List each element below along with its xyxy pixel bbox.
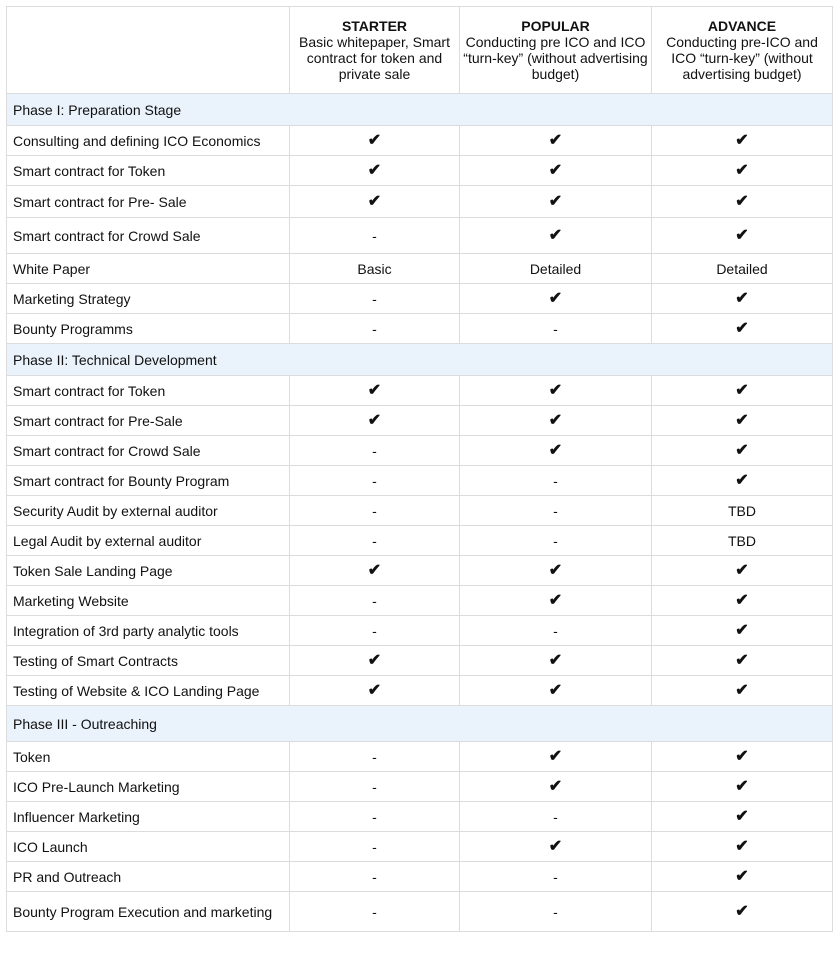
plan-description: Conducting pre ICO and ICO “turn-key” (without advertising budget) bbox=[463, 34, 648, 82]
plan-value-cell bbox=[460, 284, 652, 314]
table-row bbox=[7, 284, 833, 314]
check-icon: ✔ bbox=[367, 193, 382, 210]
check-icon: ✔ bbox=[548, 682, 563, 699]
phase-title: Phase II: Technical Development bbox=[7, 344, 833, 376]
not-included-dash: - bbox=[372, 808, 377, 825]
feature-label: Testing of Website & ICO Landing Page bbox=[7, 676, 290, 706]
plan-value-cell bbox=[460, 862, 652, 892]
not-included-dash: - bbox=[372, 472, 377, 489]
not-included-dash: - bbox=[372, 778, 377, 795]
not-included-dash: - bbox=[553, 532, 558, 549]
plan-value-cell bbox=[460, 254, 652, 284]
not-included-dash: - bbox=[372, 868, 377, 885]
plan-value-cell bbox=[652, 218, 833, 254]
plan-value-cell bbox=[460, 586, 652, 616]
feature-label: Smart contract for Pre-Sale bbox=[7, 406, 290, 436]
feature-label: Token bbox=[7, 742, 290, 772]
plan-value-cell bbox=[290, 586, 460, 616]
not-included-dash: - bbox=[372, 442, 377, 459]
feature-label: Smart contract for Crowd Sale bbox=[7, 436, 290, 466]
table-body bbox=[7, 94, 833, 932]
feature-value: TBD bbox=[728, 532, 756, 549]
check-icon: ✔ bbox=[735, 132, 749, 149]
phase-row bbox=[7, 706, 833, 742]
plan-value-cell bbox=[652, 156, 833, 186]
check-icon: ✔ bbox=[735, 472, 749, 489]
not-included-dash: - bbox=[372, 592, 377, 609]
plan-value-cell bbox=[652, 772, 833, 802]
plan-value-cell bbox=[652, 556, 833, 586]
not-included-dash: - bbox=[372, 502, 377, 519]
table-row bbox=[7, 496, 833, 526]
feature-label: Smart contract for Pre- Sale bbox=[7, 186, 290, 218]
plan-value-cell bbox=[290, 526, 460, 556]
plan-description: Conducting pre-ICO and ICO “turn-key” (without advertising budget) bbox=[666, 34, 818, 82]
feature-column-header bbox=[7, 7, 290, 94]
plan-value-cell bbox=[460, 156, 652, 186]
table-row bbox=[7, 406, 833, 436]
check-icon: ✔ bbox=[735, 227, 749, 244]
check-icon: ✔ bbox=[548, 193, 563, 210]
plan-value-cell bbox=[652, 406, 833, 436]
feature-label: Marketing Strategy bbox=[7, 284, 290, 314]
feature-label: PR and Outreach bbox=[7, 862, 290, 892]
check-icon: ✔ bbox=[735, 622, 749, 639]
plan-value-cell bbox=[460, 406, 652, 436]
check-icon: ✔ bbox=[735, 808, 749, 825]
not-included-dash: - bbox=[553, 808, 558, 825]
check-icon: ✔ bbox=[735, 868, 749, 885]
table-row bbox=[7, 676, 833, 706]
table-row bbox=[7, 556, 833, 586]
plan-value-cell bbox=[460, 676, 652, 706]
not-included-dash: - bbox=[372, 227, 377, 244]
plan-value-cell bbox=[652, 616, 833, 646]
not-included-dash: - bbox=[553, 868, 558, 885]
plan-value-cell bbox=[652, 676, 833, 706]
check-icon: ✔ bbox=[548, 592, 563, 609]
check-icon: ✔ bbox=[548, 838, 563, 855]
plan-value-cell bbox=[290, 186, 460, 218]
phase-title: Phase III - Outreaching bbox=[7, 706, 833, 742]
not-included-dash: - bbox=[553, 472, 558, 489]
check-icon: ✔ bbox=[548, 132, 563, 149]
plan-value-cell bbox=[460, 376, 652, 406]
table-row bbox=[7, 832, 833, 862]
check-icon: ✔ bbox=[548, 442, 563, 459]
check-icon: ✔ bbox=[735, 320, 749, 337]
not-included-dash: - bbox=[553, 502, 558, 519]
check-icon: ✔ bbox=[548, 162, 563, 179]
table-row bbox=[7, 526, 833, 556]
plan-value-cell bbox=[290, 742, 460, 772]
table-row bbox=[7, 586, 833, 616]
plan-value-cell bbox=[652, 802, 833, 832]
not-included-dash: - bbox=[372, 748, 377, 765]
plan-value-cell bbox=[460, 772, 652, 802]
plan-value-cell bbox=[290, 218, 460, 254]
plan-value-cell bbox=[652, 586, 833, 616]
table-row bbox=[7, 772, 833, 802]
plan-value-cell bbox=[460, 466, 652, 496]
feature-label: Bounty Programms bbox=[7, 314, 290, 344]
plan-value-cell bbox=[460, 616, 652, 646]
feature-label: White Paper bbox=[7, 254, 290, 284]
phase-row bbox=[7, 344, 833, 376]
check-icon: ✔ bbox=[735, 838, 749, 855]
plan-value-cell bbox=[652, 436, 833, 466]
check-icon: ✔ bbox=[548, 290, 563, 307]
plan-value-cell bbox=[290, 862, 460, 892]
table-row bbox=[7, 254, 833, 284]
phase-title: Phase I: Preparation Stage bbox=[7, 94, 833, 126]
not-included-dash: - bbox=[372, 903, 377, 920]
plan-value-cell bbox=[290, 284, 460, 314]
plan-value-cell bbox=[460, 646, 652, 676]
not-included-dash: - bbox=[553, 903, 558, 920]
plan-value-cell bbox=[460, 436, 652, 466]
table-row bbox=[7, 892, 833, 932]
plan-value-cell bbox=[652, 284, 833, 314]
plan-value-cell bbox=[460, 314, 652, 344]
plan-header-advance bbox=[652, 7, 833, 94]
check-icon: ✔ bbox=[735, 903, 749, 920]
table-row bbox=[7, 862, 833, 892]
not-included-dash: - bbox=[372, 290, 377, 307]
plan-value-cell bbox=[460, 556, 652, 586]
feature-label: ICO Launch bbox=[7, 832, 290, 862]
check-icon: ✔ bbox=[735, 290, 749, 307]
check-icon: ✔ bbox=[735, 412, 749, 429]
plan-value-cell bbox=[460, 126, 652, 156]
feature-label: Marketing Website bbox=[7, 586, 290, 616]
feature-label: Token Sale Landing Page bbox=[7, 556, 290, 586]
plan-value-cell bbox=[460, 802, 652, 832]
feature-label: Legal Audit by external auditor bbox=[7, 526, 290, 556]
plan-value-cell bbox=[290, 436, 460, 466]
plan-value-cell bbox=[652, 126, 833, 156]
plan-value-cell bbox=[290, 676, 460, 706]
feature-value: TBD bbox=[728, 502, 756, 519]
check-icon: ✔ bbox=[735, 682, 749, 699]
check-icon: ✔ bbox=[367, 412, 382, 429]
check-icon: ✔ bbox=[367, 162, 382, 179]
plan-header-row bbox=[7, 7, 833, 94]
plan-value-cell bbox=[290, 254, 460, 284]
feature-value: Detailed bbox=[529, 260, 582, 277]
plan-value-cell bbox=[290, 376, 460, 406]
plan-value-cell bbox=[460, 496, 652, 526]
plan-value-cell bbox=[290, 406, 460, 436]
feature-label: ICO Pre-Launch Marketing bbox=[7, 772, 290, 802]
feature-label: Integration of 3rd party analytic tools bbox=[7, 616, 290, 646]
plan-value-cell bbox=[652, 466, 833, 496]
not-included-dash: - bbox=[372, 532, 377, 549]
feature-label: Smart contract for Token bbox=[7, 156, 290, 186]
plan-value-cell bbox=[460, 892, 652, 932]
feature-value: Basic bbox=[357, 260, 392, 277]
plan-value-cell bbox=[290, 832, 460, 862]
check-icon: ✔ bbox=[548, 748, 563, 765]
plan-name: STARTER bbox=[341, 18, 408, 34]
table-row bbox=[7, 186, 833, 218]
not-included-dash: - bbox=[372, 838, 377, 855]
check-icon: ✔ bbox=[548, 412, 563, 429]
not-included-dash: - bbox=[372, 622, 377, 639]
feature-label: Smart contract for Crowd Sale bbox=[7, 218, 290, 254]
table-row bbox=[7, 376, 833, 406]
check-icon: ✔ bbox=[735, 778, 749, 795]
check-icon: ✔ bbox=[367, 382, 382, 399]
pricing-comparison-table bbox=[6, 6, 833, 932]
plan-value-cell bbox=[290, 802, 460, 832]
plan-value-cell bbox=[290, 556, 460, 586]
feature-value: Detailed bbox=[716, 260, 768, 277]
plan-value-cell bbox=[652, 832, 833, 862]
plan-value-cell bbox=[290, 646, 460, 676]
not-included-dash: - bbox=[553, 622, 558, 639]
plan-value-cell bbox=[290, 892, 460, 932]
plan-value-cell bbox=[290, 496, 460, 526]
plan-value-cell bbox=[290, 772, 460, 802]
check-icon: ✔ bbox=[548, 778, 563, 795]
not-included-dash: - bbox=[372, 320, 377, 337]
check-icon: ✔ bbox=[367, 132, 382, 149]
not-included-dash: - bbox=[553, 320, 558, 337]
plan-value-cell bbox=[290, 616, 460, 646]
check-icon: ✔ bbox=[735, 562, 749, 579]
feature-label: Influencer Marketing bbox=[7, 802, 290, 832]
plan-value-cell bbox=[652, 742, 833, 772]
feature-label: Testing of Smart Contracts bbox=[7, 646, 290, 676]
plan-description: Basic whitepaper, Smart contract for token and private sale bbox=[299, 34, 450, 82]
table-row bbox=[7, 436, 833, 466]
check-icon: ✔ bbox=[367, 682, 382, 699]
check-icon: ✔ bbox=[735, 592, 749, 609]
check-icon: ✔ bbox=[735, 162, 749, 179]
table-row bbox=[7, 616, 833, 646]
plan-value-cell bbox=[652, 496, 833, 526]
check-icon: ✔ bbox=[735, 652, 749, 669]
plan-value-cell bbox=[652, 314, 833, 344]
plan-value-cell bbox=[290, 314, 460, 344]
plan-value-cell bbox=[652, 526, 833, 556]
table-row bbox=[7, 466, 833, 496]
plan-value-cell bbox=[652, 892, 833, 932]
plan-value-cell bbox=[652, 186, 833, 218]
plan-value-cell bbox=[460, 186, 652, 218]
check-icon: ✔ bbox=[367, 562, 382, 579]
phase-row bbox=[7, 94, 833, 126]
table-row bbox=[7, 742, 833, 772]
table-row bbox=[7, 156, 833, 186]
check-icon: ✔ bbox=[735, 442, 749, 459]
check-icon: ✔ bbox=[735, 382, 749, 399]
table-row bbox=[7, 126, 833, 156]
plan-value-cell bbox=[652, 376, 833, 406]
plan-value-cell bbox=[652, 862, 833, 892]
plan-header-starter bbox=[290, 7, 460, 94]
feature-label: Smart contract for Bounty Program bbox=[7, 466, 290, 496]
feature-label: Consulting and defining ICO Economics bbox=[7, 126, 290, 156]
plan-value-cell bbox=[460, 218, 652, 254]
check-icon: ✔ bbox=[548, 382, 563, 399]
feature-label: Security Audit by external auditor bbox=[7, 496, 290, 526]
feature-label: Smart contract for Token bbox=[7, 376, 290, 406]
table-row bbox=[7, 802, 833, 832]
plan-value-cell bbox=[652, 254, 833, 284]
table-row bbox=[7, 218, 833, 254]
check-icon: ✔ bbox=[548, 652, 563, 669]
plan-name: ADVANCE bbox=[707, 18, 777, 34]
plan-value-cell bbox=[652, 646, 833, 676]
plan-value-cell bbox=[460, 832, 652, 862]
plan-value-cell bbox=[460, 742, 652, 772]
check-icon: ✔ bbox=[548, 227, 563, 244]
check-icon: ✔ bbox=[735, 193, 749, 210]
plan-header-popular bbox=[460, 7, 652, 94]
plan-name: POPULAR bbox=[521, 18, 590, 34]
table-row bbox=[7, 314, 833, 344]
plan-value-cell bbox=[290, 126, 460, 156]
check-icon: ✔ bbox=[735, 748, 749, 765]
plan-value-cell bbox=[290, 156, 460, 186]
table-row bbox=[7, 646, 833, 676]
check-icon: ✔ bbox=[548, 562, 563, 579]
plan-value-cell bbox=[460, 526, 652, 556]
check-icon: ✔ bbox=[367, 652, 382, 669]
plan-value-cell bbox=[290, 466, 460, 496]
feature-label: Bounty Program Execution and marketing bbox=[7, 892, 290, 932]
